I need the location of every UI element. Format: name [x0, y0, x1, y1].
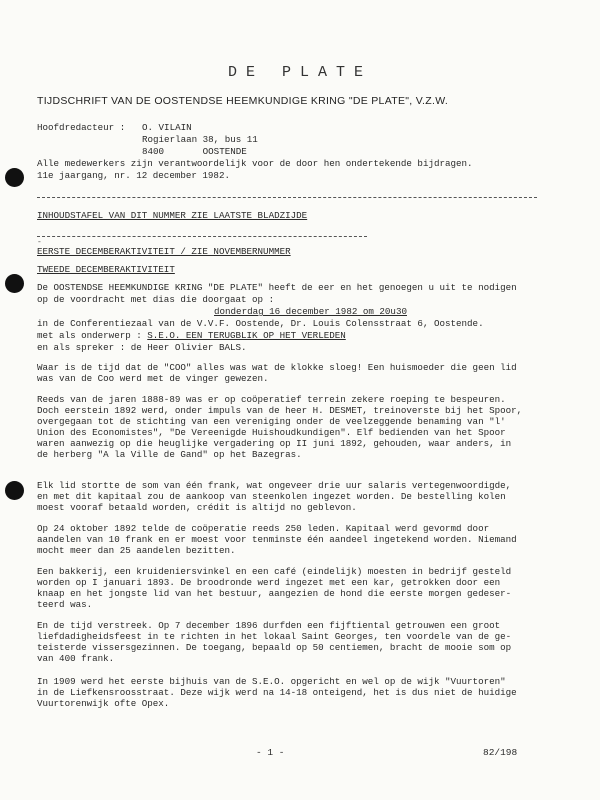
toc-note: INHOUDSTAFEL VAN DIT NUMMER ZIE LAATSTE BLADZIJDE — [37, 210, 308, 221]
invitation-location: in de Conferentiezaal van de V.V.F. Oostende, Dr. Louis Colensstraat 6, Oostende. — [37, 318, 484, 329]
punch-hole-top — [5, 168, 24, 187]
paragraph-line: was van de Coo werd met de vinger gewezen. — [37, 373, 269, 384]
separator-short — [37, 236, 367, 237]
paragraph-line: Union des Economistes", "De Vereenigde Huishoudkundigen". Elf bedienden van het Spoor — [37, 427, 506, 438]
invitation-line-1: De OOSTENDSE HEEMKUNDIGE KRING "DE PLATE" heeft de eer en het genoegen u uit te nodigen — [37, 282, 517, 293]
paragraph-line: knaap en het jongste lid van het bestuur, aangezien de hond die eerste morgen gedeser- — [37, 588, 512, 599]
paragraph-line: mocht meer dan 25 aandelen bezitten. — [37, 545, 236, 556]
subject-line — [37, 330, 346, 341]
paragraph-4 — [37, 523, 577, 556]
paragraph-line: overgegaan tot de stichting van een vereniging onder de veelzeggende benaming van "l' — [37, 416, 506, 427]
margin-mark: - — [37, 238, 42, 247]
paragraph-line: teerd was. — [37, 599, 93, 610]
paragraph-5 — [37, 566, 577, 610]
paragraph-line: Een bakkerij, een kruideniersvinkel en een café (eindelijk) moesten in bedrijf gesteld — [37, 566, 512, 577]
editor-name: O. VILAIN — [142, 122, 192, 133]
paragraph-line: Doch eerstein 1892 werd, onder impuls van de heer H. DESMET, treinoverste bij het Spoor, — [37, 405, 523, 416]
paragraph-line: teisterde vissersgezinnen. De toegang, bepaald op 50 centiemen, bracht de mooie som op — [37, 642, 512, 653]
document-reference: 82/198 — [483, 747, 518, 758]
paragraph-line: Waar is de tijd dat de "COO" alles was wat de klokke sloeg! Een huismoeder die geen lid — [37, 362, 517, 373]
paragraph-line: moest vooraf betaald worden, crédit is altijd no geblevon. — [37, 502, 357, 513]
paragraph-line: En de tijd verstreek. Op 7 december 1896 durfden een fijftiental getrouwen een groot — [37, 620, 501, 631]
subject-title: S.E.O. EEN TERUGBLIK OP HET VERLEDEN — [147, 330, 346, 341]
journal-title: DE PLATE — [227, 64, 372, 81]
separator — [37, 197, 537, 198]
subject-label: met als onderwerp : — [37, 330, 148, 341]
paragraph-7 — [37, 676, 577, 709]
paragraph-line: de herberg "A la Ville de Gand" op het Bazegras. — [37, 449, 302, 460]
paragraph-line: waren aanwezig op die heuglijke vergadering op II juni 1892, gehouden, waar anders, in — [37, 438, 512, 449]
paragraph-line: in de Liefkensroosstraat. Deze wijk werd na 14-18 onteigend, het is dus niet de huidige — [37, 687, 517, 698]
paragraph-line: Vuurtorenwijk ofte Opex. — [37, 698, 170, 709]
paragraph-line: van 400 frank. — [37, 653, 115, 664]
punch-hole-middle — [5, 274, 24, 293]
paragraph-line: en met dit kapitaal zou de aankoop van steenkolen ingezet worden. De bestelling kolen — [37, 491, 506, 502]
speaker-line: en als spreker : de Heer Olivier BALS. — [37, 342, 247, 353]
invitation-line-2: op de voordracht met dias die doorgaat op : — [37, 294, 275, 305]
first-activity-heading: EERSTE DECEMBERAKTIVITEIT / ZIE NOVEMBERNUMMER — [37, 246, 291, 257]
paragraph-line: Reeds van de jaren 1888-89 was er op coöperatief terrein zekere roeping te bespeuren. — [37, 394, 506, 405]
editor-city: 8400 OOSTENDE — [142, 146, 247, 157]
paragraph-2 — [37, 394, 577, 460]
disclaimer: Alle medewerkers zijn verantwoordelijk voor de door hen ondertekende bijdragen. — [37, 158, 473, 169]
paragraph-line: liefdadigheidsfeest in te richten in het lokaal Saint Georges, ten voordele van de ge- — [37, 631, 512, 642]
journal-subtitle: TIJDSCHRIFT VAN DE OOSTENDSE HEEMKUNDIGE KRING "DE PLATE", V.Z.W. — [37, 95, 449, 107]
issue-info: 11e jaargang, nr. 12 december 1982. — [37, 170, 230, 181]
paragraph-line: Elk lid stortte de som van één frank, wat ongeveer drie uur salaris vertegenwoordigde, — [37, 480, 512, 491]
paragraph-line: worden op I januari 1893. De broodronde werd ingezet met een kar, getrokken door een — [37, 577, 501, 588]
second-activity-heading: TWEEDE DECEMBERAKTIVITEIT — [37, 264, 175, 275]
paragraph-line: Op 24 oktober 1892 telde de coöperatie reeds 250 leden. Kapitaal werd gevormd door — [37, 523, 490, 534]
paragraph-6 — [37, 620, 577, 664]
paragraph-3 — [37, 480, 577, 513]
punch-hole-bottom — [5, 481, 24, 500]
paragraph-1 — [37, 362, 577, 384]
editor-street: Rogierlaan 38, bus 11 — [142, 134, 258, 145]
lecture-date: donderdag 16 december 1982 om 20u30 — [214, 306, 407, 317]
paragraph-line: aandelen van 10 frank en er moest voor tenminste één aandeel ingetekend worden. Niemand — [37, 534, 517, 545]
editor-label: Hoofdredacteur : — [37, 122, 126, 133]
page-number: - 1 - — [256, 747, 285, 758]
paragraph-line: In 1909 werd het eerste bijhuis van de S.E.O. opgericht en wel op de wijk "Vuurtoren" — [37, 676, 506, 687]
